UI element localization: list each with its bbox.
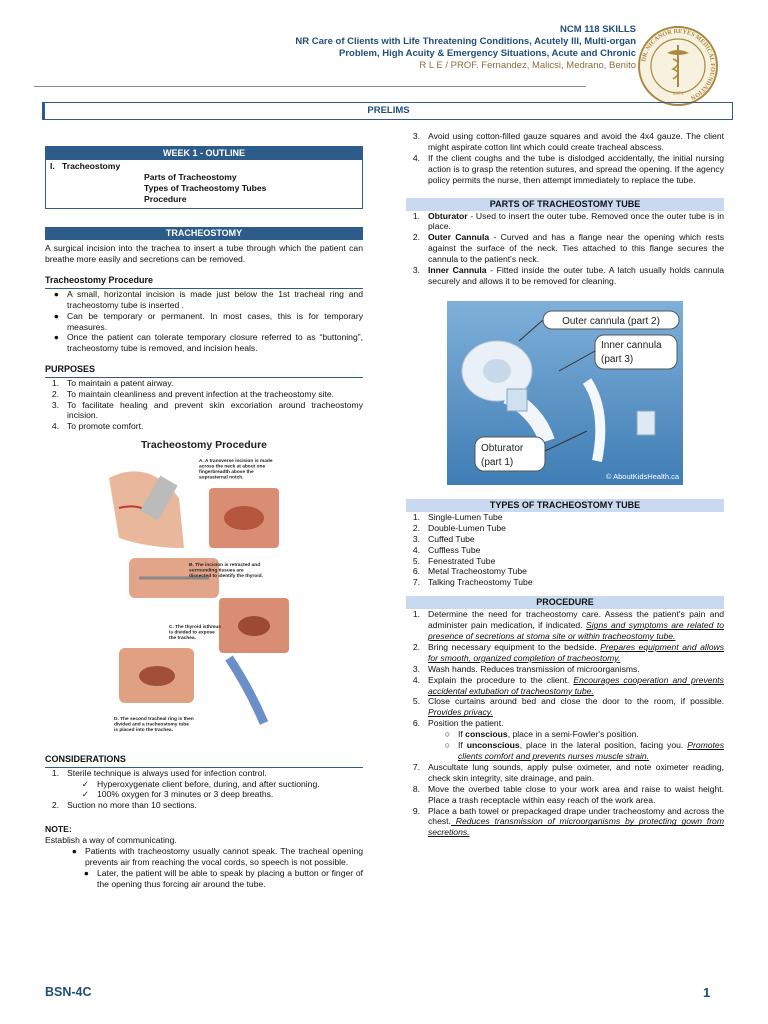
tracheostomy-procedure-illustration [109, 438, 299, 748]
considerations-list [45, 768, 363, 812]
list-item: ✓ 100% oxygen for 3 minutes or 3 deep breaths. [81, 789, 274, 800]
list-item: ● Patients with tracheostomy usually cannot speak. The tracheal opening prevents air from reaching the vocal cords, so speech is not possible. [71, 846, 363, 868]
svg-text:A. A transverse incision is ma: A. A transverse incision is made across the neck at about one fingerbreadth above the suprasternal notch. [199, 459, 273, 481]
left-column [45, 131, 363, 890]
procedure-heading: PROCEDURE [406, 596, 724, 609]
list-item: ✓ Hyperoxygenate client before, during, and after suctioning. [81, 778, 320, 789]
svg-text:C. The thyroid isthmus i: C. The thyroid isthmus is divided to expose the trachea. [169, 625, 221, 642]
note-label: NOTE: [45, 824, 72, 835]
seal-ring-text: DR. NICANOR REYES MEDICAL FOUNDATION [640, 27, 717, 102]
procedure-steps [406, 609, 724, 838]
list-item: ● A small, horizontal incision is made just below the 1st tracheal ring and tracheostomy tube is inserted . [53, 288, 363, 310]
section-banner: PRELIMS [42, 102, 733, 120]
list-item: 9. Place a bath towel or prepackaged drape under tracheostomy and across the chest. Reduces transmission of microorganisms by protecting gown from secretions. [412, 805, 724, 838]
seal-year: 1971 [672, 91, 684, 97]
procedure-bullets [45, 289, 363, 354]
header-divider [34, 86, 586, 87]
list-item: 5. Close curtains around bed and close the door to the room, if possible. Provides privacy. [412, 696, 724, 718]
list-item: 3. Inner Cannula - Fitted inside the outer tube. A latch usually holds cannula securely and allows it to be removed for cleaning. [412, 265, 724, 286]
list-item: ● Later, the patient will be able to speak by placing a button or finger of the opening thus forcing air around the tube. [83, 867, 363, 889]
tracheostomy-definition: A surgical incision into the trachea to insert a tube through which the patient can breathe more easily and secretions can be removed. [45, 242, 363, 264]
label-outer-cannula: Outer cannula (part 2) [562, 315, 660, 327]
foundation-seal-logo [637, 25, 719, 107]
list-item: ● Once the patient can tolerate temporary closure referred to as “buttoning”, tracheostomy tube is removed, and incision heals. [53, 332, 363, 354]
list-item: 1. Single-Lumen Tube [412, 511, 503, 522]
procedure-subheading: Tracheostomy Procedure [45, 275, 363, 288]
list-item: 2. Suction no more than 10 sections. [51, 800, 197, 811]
parts-list [406, 211, 724, 287]
list-item: 1. Sterile technique is always used for infection control. [51, 767, 267, 778]
label-obturator: Obturator [481, 442, 524, 454]
label-obturator-part: (part 1) [481, 456, 514, 468]
list-item: 4. Explain the procedure to the client. Encourages cooperation and prevents accidental extubation of tracheostomy tube. [412, 674, 724, 696]
list-item: 6. Position the patient. [412, 718, 504, 729]
svg-text:B. The incision is retracted a: B. The incision is retracted and surrounding tissues are dissected to identify the thyroid. [189, 563, 263, 580]
list-item: 1. Determine the need for tracheostomy care. Assess the patient's pain and administer pain medication, if indicated. Signs and symptoms are related to presence of secretions at stoma site or within tracheostomy tube. [412, 609, 724, 642]
label-inner-part: (part 3) [601, 353, 634, 365]
list-item: 6. Metal Tracheostomy Tube [412, 566, 527, 577]
tracheostomy-tube-parts-photo [447, 301, 683, 485]
professors-line: R L E / PROF. Fernandez, Malicsi, Medrano, Benito [419, 60, 636, 72]
course-title-line2: Problem, High Acuity & Emergency Situations, Acute and Chronic [338, 48, 636, 60]
note-intro: Establish a way of communicating. [45, 835, 177, 846]
list-item: 7. Auscultate lung sounds, apply pulse oximeter, and note oximeter reading, check skin integrity, site drainage, and pain. [412, 761, 724, 783]
list-item: 3. Avoid using cotton-filled gauze squares and avoid the 4x4 gauze. The client might aspirate cotton lint which could create tracheal abscess. [412, 131, 724, 152]
page-number: 1 [703, 985, 711, 1000]
list-item: ○ If conscious, place in a semi-Fowler's position. [444, 729, 639, 740]
outline-item: Types of Tracheostomy Tubes [144, 182, 267, 193]
outline-main: Tracheostomy [61, 161, 121, 171]
parts-heading: PARTS OF TRACHEOSTOMY TUBE [406, 198, 724, 211]
photo-credit: © AboutKidsHealth.ca [605, 471, 679, 481]
considerations-heading: CONSIDERATIONS [45, 754, 363, 767]
list-item: 2. To maintain cleanliness and prevent infection at the tracheostomy site. [51, 388, 335, 399]
page-header [0, 0, 768, 110]
list-item: 3. Wash hands. Reduces transmission of microorganisms. [412, 663, 640, 674]
care-notes-list [406, 131, 724, 186]
outline-item: Procedure [144, 193, 187, 204]
label-inner-cannula: Inner cannula [601, 339, 662, 351]
list-item: 7. Talking Tracheostomy Tube [412, 577, 533, 588]
types-heading: TYPES OF TRACHEOSTOMY TUBE [406, 499, 724, 512]
list-item: 1. To maintain a patent airway. [51, 377, 174, 388]
list-item: 2. Bring necessary equipment to the bedside. Prepares equipment and allows for smooth, organized completion of tracheostomy. [412, 641, 725, 663]
right-column [406, 131, 724, 838]
course-title-line1: NR Care of Clients with Life Threatening Conditions, Acutely Ill, Multi-organ [295, 36, 636, 48]
outline-body [46, 160, 362, 208]
list-item: 4. Cuffless Tube [412, 544, 481, 555]
figure-title: Tracheostomy Procedure [140, 439, 268, 452]
outline-num: I. [50, 161, 55, 171]
list-item: 3. Cuffed Tube [412, 533, 475, 544]
purposes-list [45, 378, 363, 433]
outline-item: Parts of Tracheostomy [144, 171, 237, 182]
types-list [406, 512, 724, 588]
list-item: 3. To facilitate healing and prevent skin excoriation around tracheostomy incision. [51, 399, 363, 421]
list-item: 8. Move the overbed table close to your work area and raise to waist height. Place a trash receptacle within easy reach of the work area. [412, 783, 724, 805]
list-item: 4. To promote comfort. [51, 421, 144, 432]
footer-class-label: BSN-4C [45, 985, 92, 999]
tracheostomy-heading: TRACHEOSTOMY [45, 227, 363, 240]
header-text [295, 24, 636, 72]
list-item: 5. Fenestrated Tube [412, 555, 496, 566]
list-item: 4. If the client coughs and the tube is dislodged accidentally, the initial nursing action is to grasp the retention sutures, and spread the opening. If the agency policy permits the nurse, then attempt immediately to replace the tube. [412, 152, 724, 185]
list-item: 2. Outer Cannula - Curved and has a flange near the opening which rests against the surface of the neck. Ties attached to this flange secures the cannula to the patient's neck. [412, 232, 724, 265]
outline-title: WEEK 1 - OUTLINE [46, 147, 362, 160]
list-item: ○ If unconscious, place in the lateral position, facing you. Promotes clients comfort and prevents nurses muscle strain. [444, 740, 724, 761]
list-item: ● Can be temporary or permanent. In most cases, this is for temporary measures. [53, 310, 363, 332]
svg-text:D. The second tracheal ring is: D. The second tracheal ring is then divided and a tracheostomy tube is placed into the trachea. [114, 717, 194, 734]
list-item: 1. Obturator - Used to insert the outer tube. Removed once the outer tube is in place. [412, 210, 724, 232]
purposes-heading: PURPOSES [45, 364, 363, 377]
outline-box [45, 146, 363, 209]
list-item: 2. Double-Lumen Tube [412, 522, 506, 533]
course-code: NCM 118 SKILLS [559, 24, 636, 35]
